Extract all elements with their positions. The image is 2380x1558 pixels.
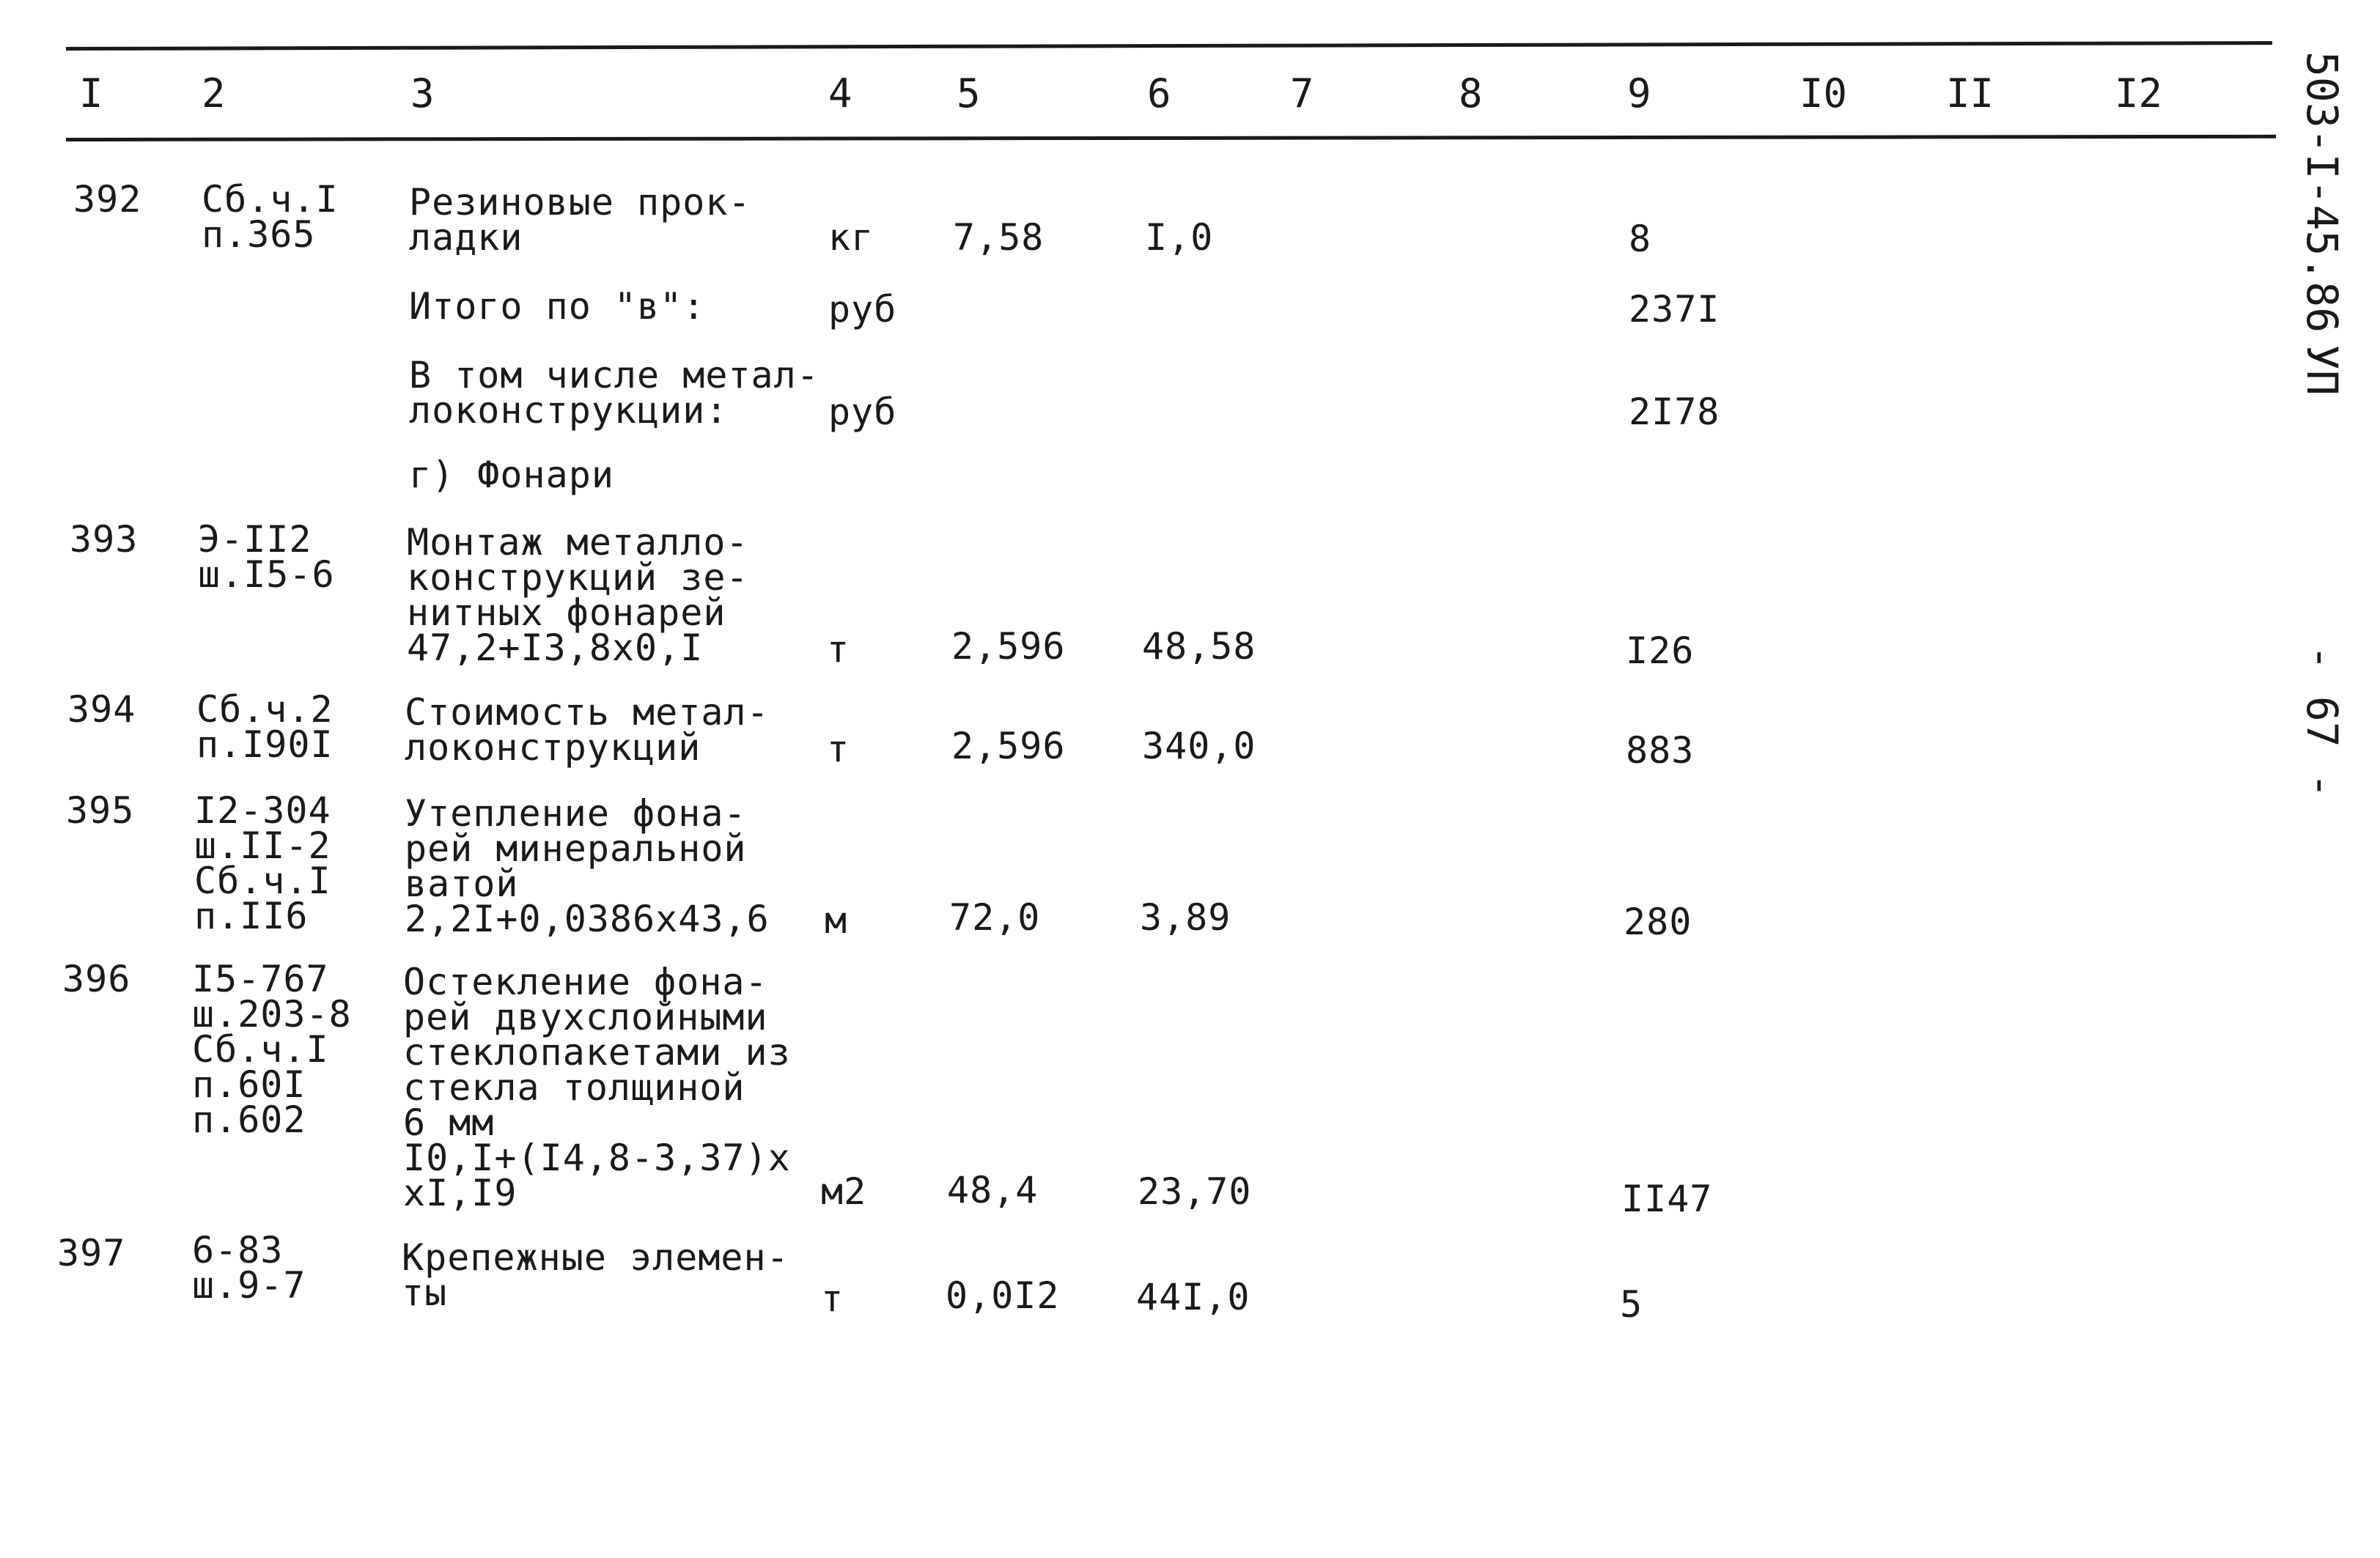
row-number: 396 xyxy=(62,958,131,1000)
column-header-10: I0 xyxy=(1799,70,1848,117)
item-description: Итого по "в": xyxy=(409,285,706,328)
unit-price: 340,0 xyxy=(1142,725,1256,767)
total-cost: 2I78 xyxy=(1629,391,1720,433)
row-number: 397 xyxy=(57,1232,126,1274)
norm-reference: 6-83 ш.9-7 xyxy=(192,1229,306,1307)
column-header-3: 3 xyxy=(410,70,435,117)
row-number: 394 xyxy=(67,688,136,731)
item-description: Крепежные элемен- ты xyxy=(402,1236,789,1314)
unit: т xyxy=(827,628,850,671)
column-header-1: I xyxy=(79,70,103,117)
column-header-4: 4 xyxy=(828,70,852,117)
unit: м xyxy=(825,899,848,942)
section-heading: г) Фонари xyxy=(409,454,614,496)
quantity: 72,0 xyxy=(949,896,1041,939)
unit: кг xyxy=(828,216,874,259)
norm-reference: Э-II2 ш.I5-6 xyxy=(198,518,335,596)
unit-price: I,0 xyxy=(1145,216,1214,259)
unit: т xyxy=(827,728,850,770)
item-description: Монтаж металло- конструкций зе- нитных фонарей 47,2+I3,8х0,I xyxy=(407,521,749,669)
norm-reference: Сб.ч.2 п.I90I xyxy=(196,688,334,766)
total-cost: 280 xyxy=(1624,901,1692,943)
item-description: Стоимость метал- локонструкций xyxy=(405,691,770,769)
item-description: В том числе метал- локонструкции: xyxy=(409,354,819,432)
unit: т xyxy=(821,1277,844,1320)
norm-reference: I5-767 ш.203-8 Сб.ч.I п.60I п.602 xyxy=(192,958,352,1141)
column-header-11: II xyxy=(1946,70,1994,117)
quantity: 7,58 xyxy=(953,216,1045,259)
quantity: 2,596 xyxy=(951,625,1066,668)
total-cost: 8 xyxy=(1629,218,1652,260)
total-cost: 883 xyxy=(1626,729,1695,772)
page-number: - 67 - xyxy=(2297,645,2347,799)
table-top-rule xyxy=(66,41,2272,51)
total-cost: I26 xyxy=(1626,630,1695,672)
item-description: Резиновые прок- ладки xyxy=(409,181,751,259)
column-header-9: 9 xyxy=(1627,70,1651,117)
table-header-rule xyxy=(66,135,2276,141)
norm-reference: I2-304 ш.II-2 Сб.ч.I п.II6 xyxy=(194,789,331,937)
total-cost: 5 xyxy=(1620,1283,1643,1326)
document-code: 503-I-45.86 xyxy=(2297,51,2347,333)
total-cost: II47 xyxy=(1621,1178,1713,1220)
column-header-7: 7 xyxy=(1290,70,1314,117)
row-number: 393 xyxy=(70,518,139,561)
album-number: УП xyxy=(2297,344,2347,396)
row-number: 395 xyxy=(66,789,135,832)
unit-price: 23,70 xyxy=(1138,1170,1252,1213)
unit: руб xyxy=(828,288,897,331)
unit: м2 xyxy=(821,1170,867,1213)
norm-reference: Сб.ч.I п.365 xyxy=(202,178,339,256)
row-number: 392 xyxy=(73,178,142,221)
total-cost: 237I xyxy=(1629,288,1720,331)
unit-price: 44I,0 xyxy=(1136,1276,1250,1318)
column-header-5: 5 xyxy=(957,70,981,117)
column-header-12: I2 xyxy=(2115,70,2163,117)
unit-price: 48,58 xyxy=(1142,625,1256,668)
quantity: 2,596 xyxy=(951,725,1066,767)
quantity: 0,0I2 xyxy=(946,1274,1060,1317)
column-header-2: 2 xyxy=(202,70,226,117)
quantity: 48,4 xyxy=(947,1169,1039,1211)
unit-price: 3,89 xyxy=(1140,896,1231,939)
item-description: Остекление фона- рей двухслойными стеклопакетами из стекла толщиной 6 мм I0,I+(I4,8-3,37)х хI,I9 xyxy=(403,961,791,1214)
unit: руб xyxy=(828,391,897,433)
item-description: Утепление фона- рей минеральной ватой 2,2I+0,0386х43,6 xyxy=(405,792,770,940)
column-header-8: 8 xyxy=(1459,70,1483,117)
column-header-6: 6 xyxy=(1147,70,1171,117)
